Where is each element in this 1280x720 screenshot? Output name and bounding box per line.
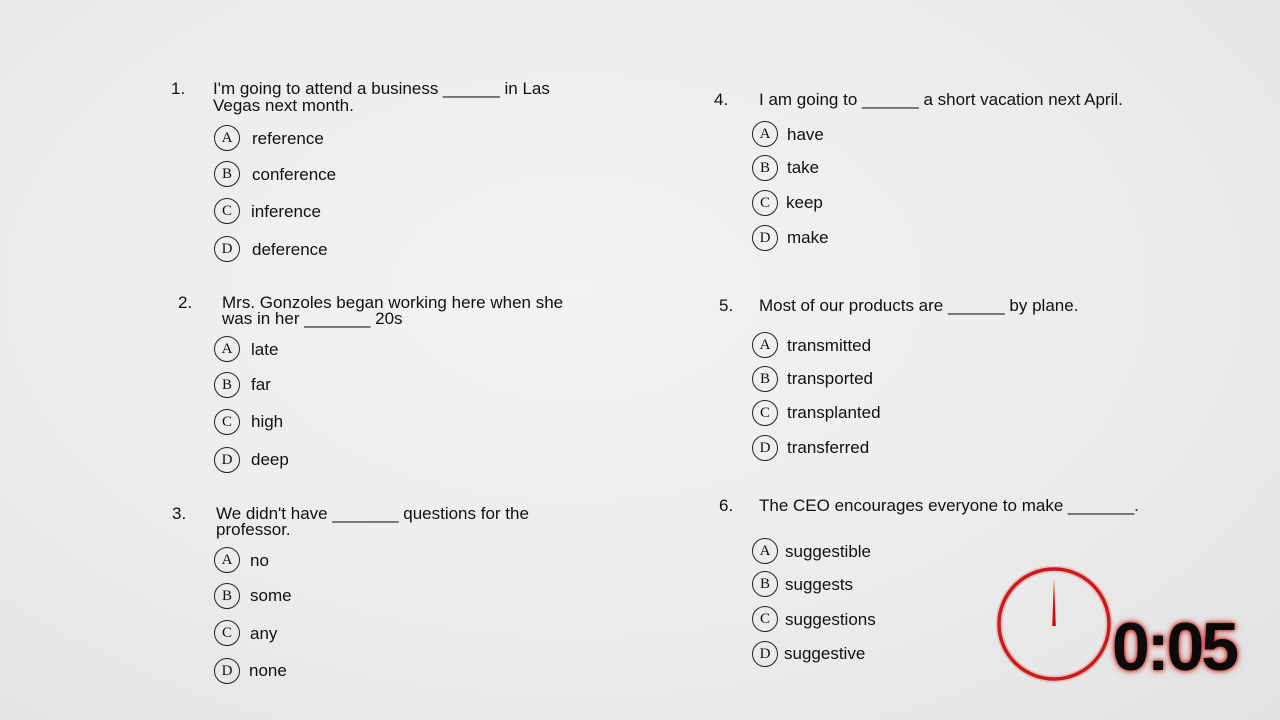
option-text[interactable]: suggests bbox=[785, 575, 854, 594]
option-text[interactable]: have bbox=[787, 125, 824, 144]
option-letter-circle[interactable]: A bbox=[214, 336, 240, 362]
option-text[interactable]: suggestions bbox=[785, 610, 876, 629]
option-text[interactable]: make bbox=[787, 228, 829, 247]
option-text[interactable]: take bbox=[787, 158, 820, 177]
question-text: The CEO encourages everyone to make _______. bbox=[759, 496, 1139, 515]
option-text[interactable]: far bbox=[251, 375, 271, 394]
question-text: I'm going to attend a business ______ in Las bbox=[213, 79, 550, 98]
question-number: 6. bbox=[719, 496, 734, 515]
option-letter-circle[interactable]: A bbox=[752, 332, 778, 358]
option-letter-circle[interactable]: A bbox=[214, 125, 240, 151]
option-letter-circle[interactable]: D bbox=[214, 447, 240, 473]
timer-hand bbox=[1052, 578, 1056, 626]
option-text[interactable]: late bbox=[251, 340, 279, 359]
option-text[interactable]: suggestible bbox=[785, 542, 872, 561]
question-number: 3. bbox=[172, 504, 187, 523]
option-letter-circle[interactable]: D bbox=[752, 641, 778, 667]
timer-display: 0:05 bbox=[1112, 609, 1237, 685]
option-text[interactable]: transferred bbox=[787, 438, 870, 457]
option-letter-circle[interactable]: B bbox=[752, 155, 778, 181]
question-number: 2. bbox=[178, 293, 193, 312]
option-letter-circle[interactable]: A bbox=[214, 547, 240, 573]
option-text[interactable]: transplanted bbox=[787, 403, 881, 422]
option-letter-circle[interactable]: B bbox=[214, 372, 240, 398]
question-text: Vegas next month. bbox=[213, 96, 354, 115]
option-letter-circle[interactable]: A bbox=[752, 121, 778, 147]
option-text[interactable]: any bbox=[250, 624, 278, 643]
option-letter-circle[interactable]: C bbox=[752, 190, 778, 216]
stopwatch-icon bbox=[996, 566, 1114, 684]
option-text[interactable]: no bbox=[250, 551, 269, 570]
option-text[interactable]: reference bbox=[252, 129, 324, 148]
question-text: We didn't have _______ questions for the bbox=[216, 504, 529, 523]
question-text: Mrs. Gonzoles began working here when she bbox=[222, 293, 564, 312]
option-letter-circle[interactable]: D bbox=[752, 225, 778, 251]
option-letter-circle[interactable]: B bbox=[752, 366, 778, 392]
option-letter-circle[interactable]: C bbox=[214, 198, 240, 224]
question-number: 5. bbox=[719, 296, 734, 315]
option-letter-circle[interactable]: B bbox=[752, 571, 778, 597]
option-text[interactable]: conference bbox=[252, 165, 337, 184]
option-text[interactable]: transported bbox=[787, 369, 873, 388]
option-letter-circle[interactable]: D bbox=[214, 658, 240, 684]
option-text[interactable]: keep bbox=[786, 193, 823, 212]
option-letter-circle[interactable]: C bbox=[214, 409, 240, 435]
option-letter-circle[interactable]: B bbox=[214, 583, 240, 609]
question-number: 1. bbox=[171, 79, 186, 98]
option-text[interactable]: high bbox=[251, 412, 284, 431]
question-text: Most of our products are ______ by plane. bbox=[759, 296, 1079, 315]
option-letter-circle[interactable]: C bbox=[214, 620, 240, 646]
option-letter-circle[interactable]: D bbox=[752, 435, 778, 461]
option-letter-circle[interactable]: D bbox=[214, 236, 240, 262]
option-text[interactable]: suggestive bbox=[784, 644, 866, 663]
option-text[interactable]: deference bbox=[252, 240, 328, 259]
option-text[interactable]: transmitted bbox=[787, 336, 872, 355]
option-text[interactable]: some bbox=[250, 586, 292, 605]
question-text: I am going to ______ a short vacation next April. bbox=[759, 90, 1123, 109]
option-text[interactable]: inference bbox=[251, 202, 321, 221]
option-text[interactable]: none bbox=[249, 661, 287, 680]
question-number: 4. bbox=[714, 90, 729, 109]
option-letter-circle[interactable]: C bbox=[752, 606, 778, 632]
option-letter-circle[interactable]: C bbox=[752, 400, 778, 426]
question-text: professor. bbox=[216, 520, 291, 539]
option-letter-circle[interactable]: A bbox=[752, 538, 778, 564]
question-text: was in her _______ 20s bbox=[222, 309, 403, 328]
option-letter-circle[interactable]: B bbox=[214, 161, 240, 187]
option-text[interactable]: deep bbox=[251, 450, 289, 469]
